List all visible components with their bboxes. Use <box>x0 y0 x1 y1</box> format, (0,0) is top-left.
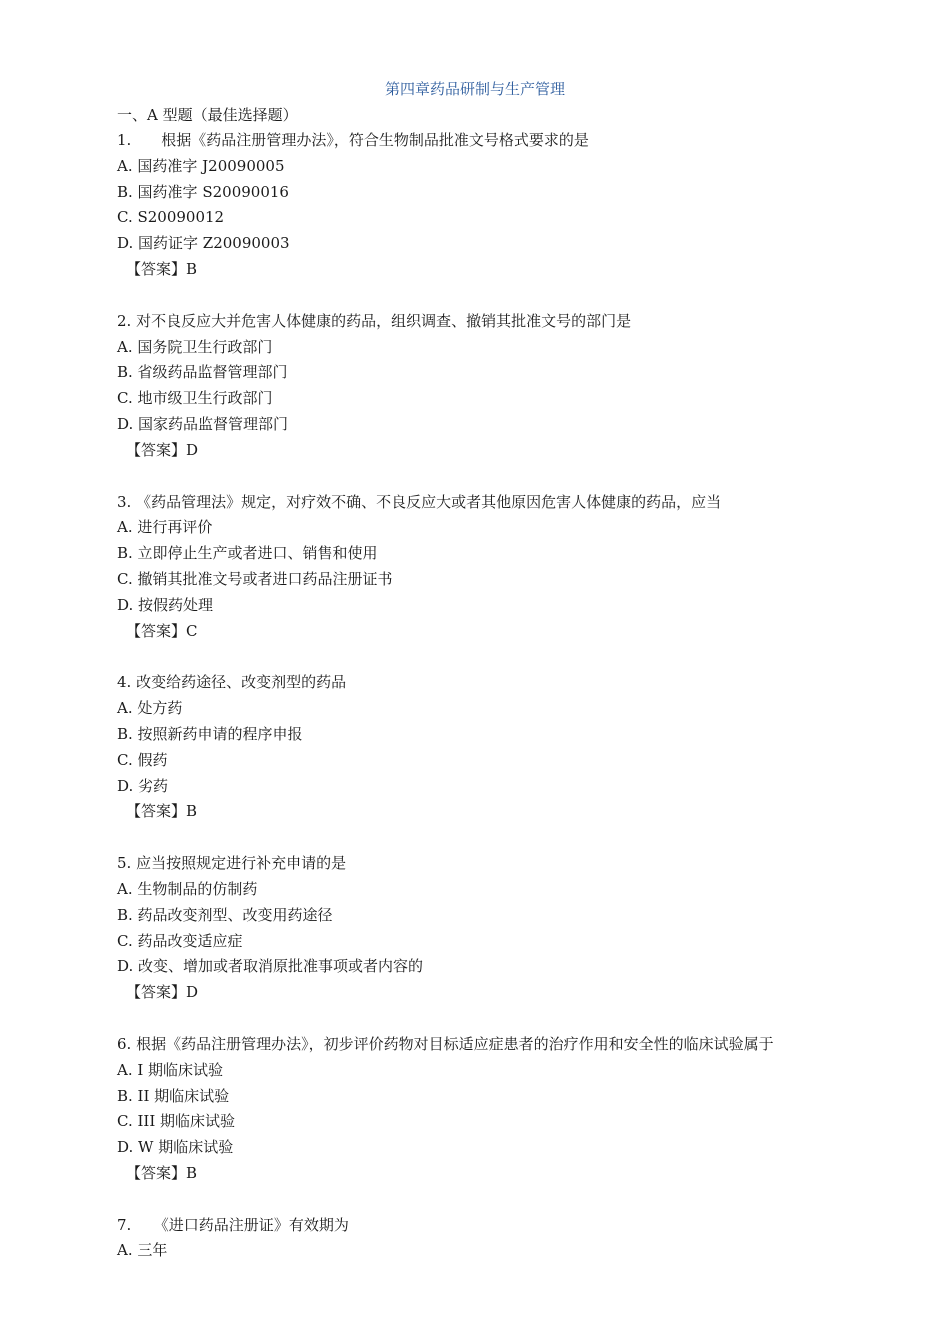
option-a: A. 进行再评价 <box>117 518 213 537</box>
option-d: D. 国家药品监督管理部门 <box>117 414 289 433</box>
question-stem: 3. 《药品管理法》规定，对疗效不确、不良反应大或者其他原因危害人体健康的药品，应当 <box>117 492 722 511</box>
option-a: A. I 期临床试验 <box>117 1060 224 1079</box>
chapter-title: 第四章药品研制与生产管理 <box>384 80 565 98</box>
question-1 <box>0 128 950 283</box>
answer-line: 【答案】D <box>126 440 199 459</box>
option-b: B. 省级药品监督管理部门 <box>117 363 288 382</box>
option-c: C. III 期临床试验 <box>117 1112 236 1131</box>
question-stem: 2. 对不良反应大并危害人体健康的药品，组织调查、撤销其批准文号的部门是 <box>117 311 632 330</box>
option-a: A. 处方药 <box>117 699 183 718</box>
option-a: A. 生物制品的仿制药 <box>117 879 258 898</box>
answer-line: 【答案】B <box>126 802 198 821</box>
answer-line: 【答案】B <box>126 1163 198 1182</box>
option-b: B. 国药准字 S20090016 <box>117 182 289 201</box>
question-3 <box>0 490 950 645</box>
option-d: D. 改变、增加或者取消原批准事项或者内容的 <box>117 957 424 976</box>
option-c: C. 撤销其批准文号或者进口药品注册证书 <box>117 569 393 588</box>
option-c: C. 假药 <box>117 750 168 769</box>
question-2 <box>0 309 950 464</box>
answer-line: 【答案】D <box>126 983 199 1002</box>
question-list <box>0 128 950 1290</box>
question-stem: 7. 《进口药品注册证》有效期为 <box>117 1215 349 1234</box>
option-c: C. 地市级卫生行政部门 <box>117 389 273 408</box>
option-b: B. II 期临床试验 <box>117 1086 230 1105</box>
question-5 <box>0 851 950 1006</box>
option-b: B. 按照新药申请的程序申报 <box>117 724 303 743</box>
question-4 <box>0 670 950 825</box>
option-a: A. 三年 <box>117 1241 168 1260</box>
question-7 <box>0 1213 950 1265</box>
option-b: B. 立即停止生产或者进口、销售和使用 <box>117 544 378 563</box>
question-stem: 1. 根据《药品注册管理办法》，符合生物制品批准文号格式要求的是 <box>117 131 589 149</box>
option-a: A. 国务院卫生行政部门 <box>117 337 273 356</box>
question-stem: 4. 改变给药途径、改变剂型的药品 <box>117 673 347 692</box>
section-heading: 一、A 型题（最佳选择题） <box>117 106 298 124</box>
option-d: D. 国药证字 Z20090003 <box>117 234 290 253</box>
option-d: D. W 期临床试验 <box>117 1138 234 1157</box>
option-d: D. 劣药 <box>117 776 169 795</box>
option-c: C. 药品改变适应症 <box>117 931 243 950</box>
question-stem: 6. 根据《药品注册管理办法》，初步评价药物对目标适应症患者的治疗作用和安全性的临床试验属于 <box>117 1034 774 1053</box>
question-6 <box>0 1032 950 1187</box>
option-a: A. 国药准字 J20090005 <box>117 156 285 175</box>
option-c: C. S20090012 <box>117 208 225 227</box>
answer-line: 【答案】C <box>126 621 198 640</box>
question-stem: 5. 应当按照规定进行补充申请的是 <box>117 854 347 873</box>
option-d: D. 按假药处理 <box>117 595 214 614</box>
option-b: B. 药品改变剂型、改变用药途径 <box>117 905 333 924</box>
answer-line: 【答案】B <box>126 259 198 278</box>
